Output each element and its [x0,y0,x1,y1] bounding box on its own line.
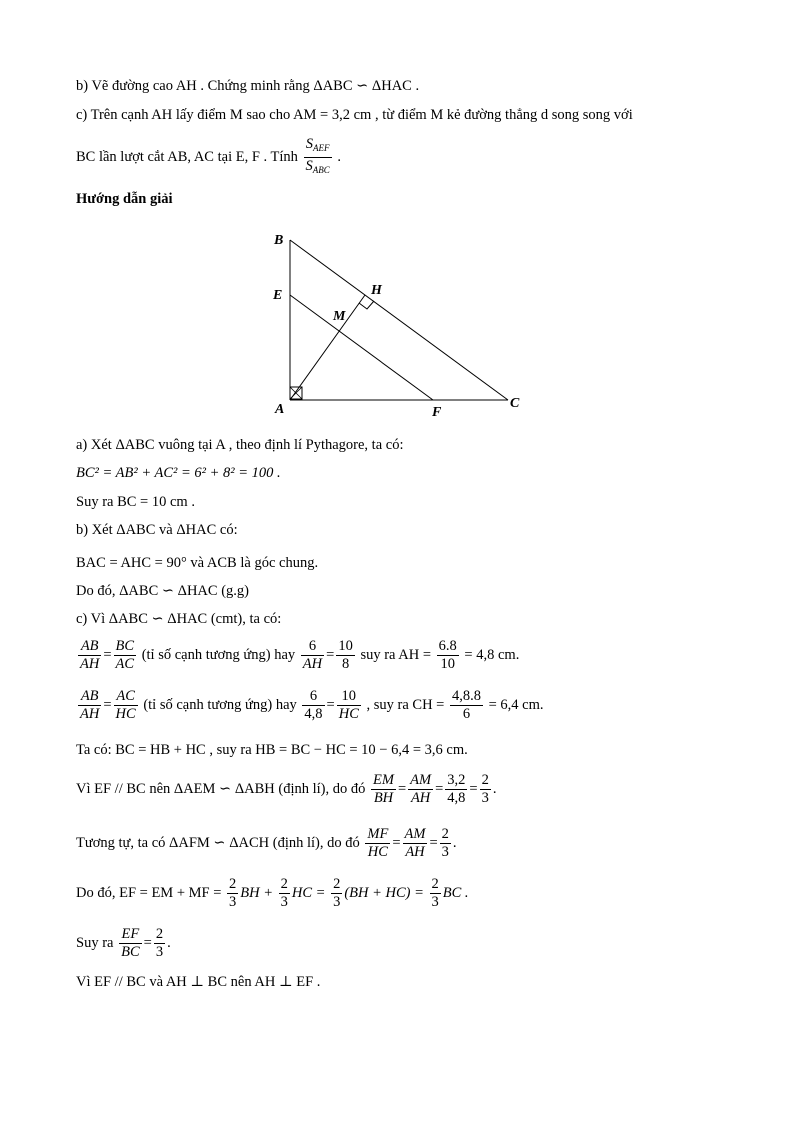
ratio-line-ah: $\frac{AB}{AH}$ = $\frac{BC}{AC}$ (tỉ số cạnh tương ứng) hay $\frac{6}{AH}$ = $\frac{10}{8}$ suy ra AH = $\frac{6.8}{10}$ = 4,8 cm. [80,638,520,672]
label-e: E [273,288,283,303]
area-ratio-fraction: $\frac{S_{AEF}}{S_{ABC}}$ [305,136,330,175]
ef-sum-line: Do đó, EF = EM + MF = $\frac{2}{3}$ BH + $\frac{2}{3}$ HC = $\frac{2}{3}$ (BH + HC) = $\frac{2}{3}$ BC . [76,876,469,910]
part-a-result: Suy ra BC = 10 cm . [76,494,195,510]
triangle-figure [268,224,528,424]
ratio-line-ch: $\frac{AB}{AH}$ = $\frac{AC}{HC}$ (tỉ số cạnh tương ứng) hay $\frac{6}{4,8}$ = $\frac{10}{HC}$ , suy ra CH = $\frac{4,8.8}{6}$ = 6,4 cm. [80,688,544,722]
part-c-line1: c) Vì ΔABC ∽ ΔHAC (cmt), ta có: [76,611,282,627]
label-a: A [275,402,285,417]
label-b: B [274,233,284,248]
side-bc [290,240,508,400]
altitude-ah [290,295,365,400]
label-f: F [432,405,442,420]
right-angle-h [359,301,374,309]
ef-bc-ratio-line: Suy ra $\frac{EF}{BC}$ = $\frac{2}{3}$ . [76,926,171,960]
question-b: b) Vẽ đường cao AH . Chứng minh rằng ΔABC ∽ ΔHAC . [76,78,420,94]
hb-computation: Ta có: BC = HB + HC , suy ra HB = BC − HC = 10 − 6,4 = 3,6 cm. [76,742,468,758]
label-c: C [510,396,520,411]
part-b-conclusion: Do đó, ΔABC ∽ ΔHAC (g.g) [76,583,249,599]
part-b-line2: BAC = AHC = 90° và ACB là góc chung. [76,555,319,571]
question-c-line2: BC lần lượt cắt AB, AC tại E, F . Tính $\frac{S_{AEF}}{S_{ABC}}$ . [76,136,341,179]
perpendicular-conclusion: Vì EF // BC và AH ⊥ BC nên AH ⊥ EF . [76,974,321,990]
part-a-line1: a) Xét ΔABC vuông tại A , theo định lí Pythagore, ta có: [76,437,404,453]
solution-heading: Hướng dẫn giải [76,191,173,207]
label-h: H [371,283,382,298]
label-m: M [333,309,346,324]
pythagore-equation: BC² = AB² + AC² = 6² + 8² = 100 . [76,465,281,481]
line-ef [290,295,433,400]
em-ratio-line: Vì EF // BC nên ΔAEM ∽ ΔABH (định lí), do đó $\frac{EM}{BH}$ = $\frac{AM}{AH}$ = $\frac{3,2}{4,8}$ = $\frac{2}{3}$ . [76,772,497,806]
question-c-line1: c) Trên cạnh AH lấy điểm M sao cho AM = 3,2 cm , từ điểm M kẻ đường thẳng d song song với [76,107,633,123]
mf-ratio-line: Tương tự, ta có ΔAFM ∽ ΔACH (định lí), do đó $\frac{MF}{HC}$ = $\frac{AM}{AH}$ = $\frac{2}{3}$ . [76,826,457,860]
part-b-line1: b) Xét ΔABC và ΔHAC có: [76,522,238,538]
